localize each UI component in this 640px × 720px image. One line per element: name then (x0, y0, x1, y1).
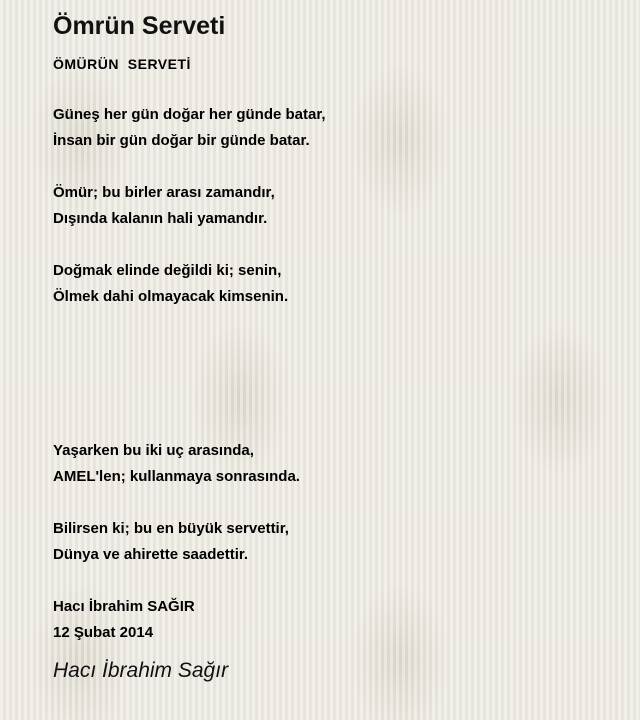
stanza-gap (53, 568, 613, 594)
stanza-3 (53, 258, 613, 310)
stanza-gap (53, 490, 613, 516)
poem-container (53, 8, 613, 646)
stanza-gap-large (53, 310, 613, 438)
poem-line: Dışında kalanın hali yamandır. (53, 210, 268, 227)
poem-credit (53, 594, 613, 646)
stanza-5 (53, 516, 613, 568)
stanza-gap (53, 154, 613, 180)
poem-line: Doğmak elinde değildi ki; senin, (53, 262, 282, 279)
poem-subtitle: ÖMÜRÜN SERVETİ (53, 56, 191, 72)
poem-date: 12 Şubat 2014 (53, 624, 154, 641)
stanza-gap (53, 232, 613, 258)
poem-title: Ömrün Serveti (53, 12, 226, 40)
poem-line: Bilirsen ki; bu en büyük servettir, (53, 520, 289, 537)
author-signature: Hacı İbrahim Sağır (53, 659, 229, 682)
stanza-gap (53, 76, 613, 102)
poem-author: Hacı İbrahim SAĞIR (53, 598, 195, 615)
poem-line: AMEL'len; kullanmaya sonrasında. (53, 468, 300, 485)
poem-line: Güneş her gün doğar her günde batar, (53, 106, 326, 123)
poem-line: Ömür; bu birler arası zamandır, (53, 184, 275, 201)
stanza-4 (53, 438, 613, 490)
poem-line: Yaşarken bu iki uç arasında, (53, 442, 254, 459)
stanza-2 (53, 180, 613, 232)
poem-line: İnsan bir gün doğar bir günde batar. (53, 132, 310, 149)
poem-line: Dünya ve ahirette saadettir. (53, 546, 249, 563)
stanza-1 (53, 102, 613, 154)
poem-line: Ölmek dahi olmayacak kimsenin. (53, 288, 289, 305)
